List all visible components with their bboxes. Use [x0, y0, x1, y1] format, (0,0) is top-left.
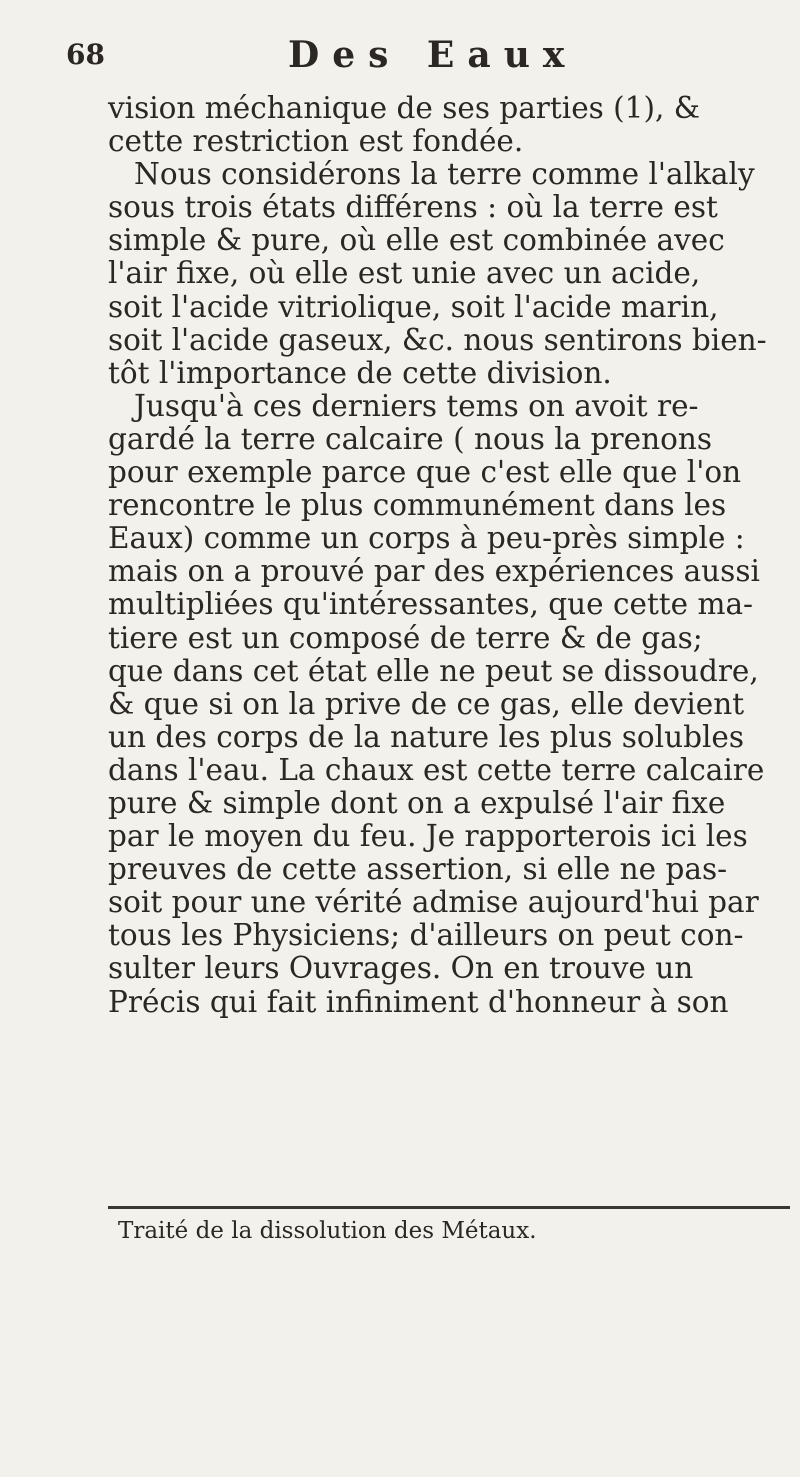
- text-line: Eaux) comme un corps à peu-près simple :: [108, 521, 745, 556]
- running-title: Des Eaux: [288, 34, 578, 76]
- text-line: dans l'eau. La chaux est cette terre calcaire: [108, 752, 765, 787]
- text-line: sulter leurs Ouvrages. On en trouve un: [108, 951, 694, 986]
- text-line: cette restriction est fondée.: [108, 124, 524, 159]
- text-line: l'air fixe, où elle est unie avec un acide,: [108, 256, 701, 291]
- text-line: tôt l'importance de cette division.: [108, 355, 612, 390]
- footnote-rule: [108, 1206, 790, 1209]
- text-line: Nous considérons la terre comme l'alkaly: [134, 157, 755, 192]
- text-line: tous les Physiciens; d'ailleurs on peut con-: [108, 918, 744, 953]
- text-line: vision méchanique de ses parties (1), &: [108, 91, 700, 125]
- page-header: [0, 34, 800, 78]
- text-line: soit l'acide vitriolique, soit l'acide marin,: [108, 289, 719, 324]
- text-line: soit l'acide gaseux, &c. nous sentirons bien-: [108, 322, 767, 357]
- text-line: Jusqu'à ces derniers tems on avoit re-: [134, 388, 699, 423]
- text-line: pure & simple dont on a expulsé l'air fixe: [108, 785, 726, 820]
- page-number: 68: [66, 38, 105, 71]
- text-line: rencontre le plus communément dans les: [108, 488, 727, 523]
- text-line: tiere est un composé de terre & de gas;: [108, 620, 703, 655]
- text-line: simple & pure, où elle est combinée avec: [108, 223, 725, 258]
- footnote: Traité de la dissolution des Métaux.: [118, 1218, 537, 1244]
- text-line: pour exemple parce que c'est elle que l'on: [108, 455, 742, 490]
- text-line: sous trois états différens : où la terre est: [108, 190, 718, 225]
- text-line: que dans cet état elle ne peut se dissoudre,: [108, 653, 759, 688]
- text-line: gardé la terre calcaire ( nous la prenons: [108, 421, 712, 456]
- text-line: par le moyen du feu. Je rapporterois ici les: [108, 819, 748, 854]
- text-line: & que si on la prive de ce gas, elle devient: [108, 686, 745, 721]
- text-line: Précis qui fait infiniment d'honneur à son: [108, 984, 729, 1019]
- text-line: mais on a prouvé par des expériences aussi: [108, 554, 760, 589]
- text-line: un des corps de la nature les plus solubles: [108, 719, 745, 754]
- text-line: preuves de cette assertion, si elle ne pas-: [108, 852, 728, 887]
- text-line: multipliées qu'intéressantes, que cette ma-: [108, 587, 754, 622]
- text-line: soit pour une vérité admise aujourd'hui par: [108, 885, 759, 920]
- body-text: [108, 92, 798, 1019]
